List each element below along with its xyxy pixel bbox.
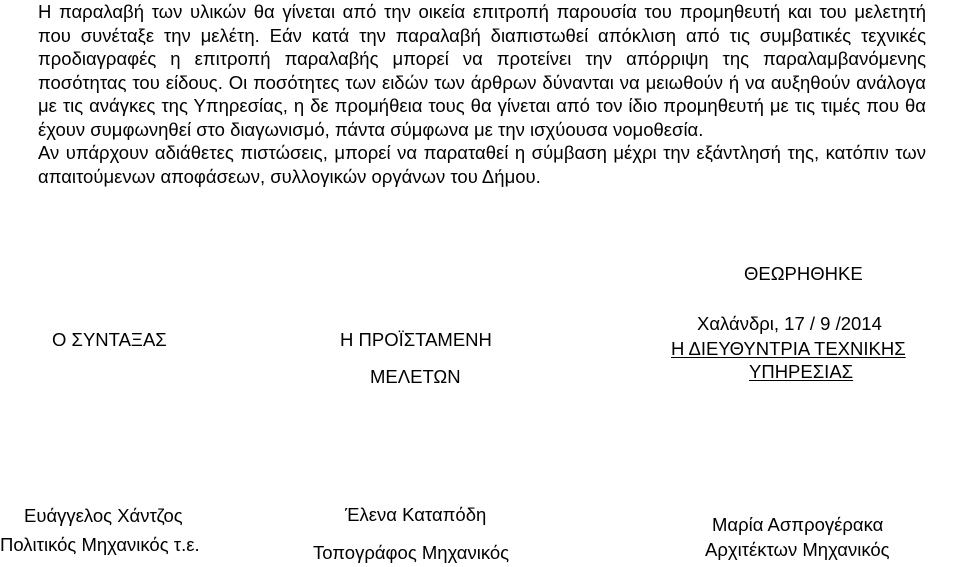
composer-title: Πολιτικός Μηχανικός τ.ε.: [0, 534, 200, 555]
composer-name: Ευάγγελος Χάντζος: [24, 505, 183, 526]
director-role-line2: ΥΠΗΡΕΣΙΑΣ: [749, 361, 854, 382]
supervisor-name: Έλενα Καταπόδη: [345, 504, 487, 525]
paragraph-extension: Αν υπάρχουν αδιάθετες πιστώσεις, μπορεί να παραταθεί η σύμβαση μέχρι την εξάντλησή της, κατόπιν των απαιτούμενων αποφάσεων, συλλογικών οργάνων του Δήμου.: [38, 142, 926, 187]
supervisor-role-line1: Η ΠΡΟΪΣΤΑΜΕΝΗ: [340, 329, 492, 350]
director-role-line1: Η ΔΙΕΥΘΥΝΤΡΙΑ ΤΕΧΝΙΚΗΣ: [671, 338, 906, 359]
composer-role: Ο ΣΥΝΤΑΞΑΣ: [52, 329, 167, 350]
paragraph-delivery: Η παραλαβή των υλικών θα γίνεται από την οικεία επιτροπή παρουσία του προμηθευτή και του μελετητή που συνέταξε την μελέτη. Εάν κατά την παραλαβή διαπιστωθεί απόκλιση από τις συμβατικές τεχνικές προδιαγραφές η επιτροπή παραλαβής μπορεί να προτείνει την απόρριψη της παραλαμβανόμενης ποσότητας του είδους. Οι ποσότητες των ειδών των άρθρων δύνανται να μειωθούν ή να αυξηθούν ανάλογα με τις ανάγκες της Υπηρεσίας, η δε προμήθεια τους θα γίνεται από τον ίδιο προμηθευτή με τις τιμές που θα έχουν συμφωνηθεί στο διαγωνισμό, πάντα σύμφωνα με την ισχύουσα νομοθεσία.: [38, 1, 926, 140]
director-title: Αρχιτέκτων Μηχανικός: [705, 539, 890, 560]
supervisor-title: Τοπογράφος Μηχανικός: [313, 542, 510, 563]
approved-label: ΘΕΩΡΗΘΗΚΕ: [744, 263, 863, 284]
place-date: Χαλάνδρι, 17 / 9 /2014: [697, 313, 882, 334]
director-name: Μαρία Ασπρογέρακα: [712, 514, 884, 535]
document-body: [38, 0, 926, 188]
supervisor-role-line2: ΜΕΛΕΤΩΝ: [370, 366, 461, 387]
